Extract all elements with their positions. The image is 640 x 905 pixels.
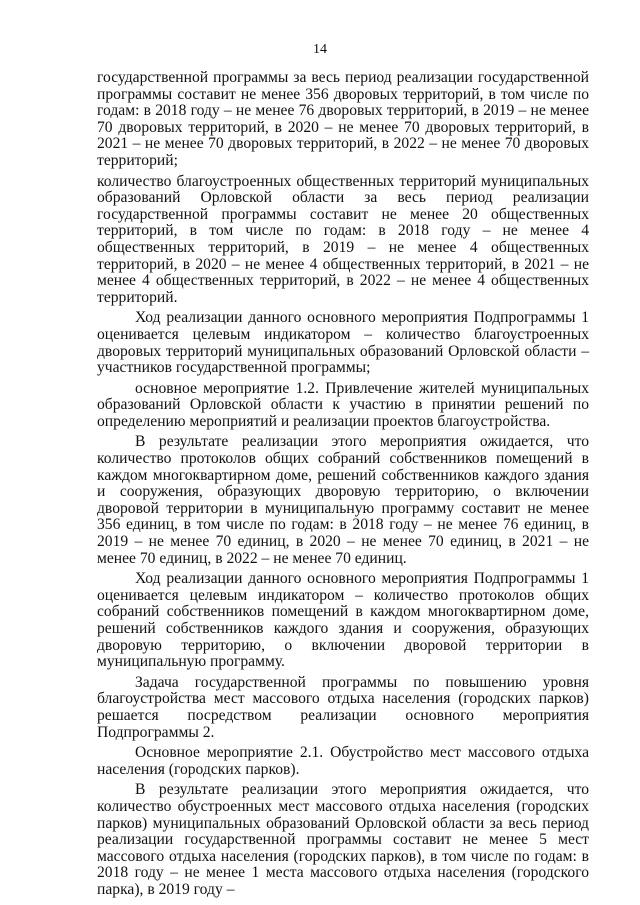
paragraph-7: Задача государственной программы по повышению уровня благоустройства мест массового отдыха населения (городских парков) решается посредством реализации основного мероприятия Подпрограммы 2. xyxy=(97,673,589,741)
paragraph-9: В результате реализации этого мероприятия ожидается, что количество обустроенных мест массового отдыха населения (городских парков) муниципальных образований Орловской области за весь период реализации государственной программы составит не менее 5 мест массового отдыха населения (городских парков), в том числе по годам: в 2018 году – не менее 1 места массового отдыха населения (городского парка), в 2019 году – xyxy=(97,781,589,898)
paragraph-5: В результате реализации этого мероприятия ожидается, что количество протоколов общих собраний собственников помещений в каждом многоквартирном доме, решений собственников каждого здания и сооружения, образующих дворовую территорию, о включении дворовой территории в муниципальную программу составит не менее 356 единиц, в том числе по годам: в 2018 году – не менее 76 единиц, в 2019 – не менее 70 единиц, в 2020 – не менее 70 единиц, в 2021 – не менее 70 единиц, в 2022 – не менее 70 единиц. xyxy=(97,433,589,567)
page-number: 14 xyxy=(313,42,327,57)
paragraph-2: количество благоустроенных общественных территорий муниципальных образований Орловской области за весь период реализации государственной программы составит не менее 20 общественных территорий, в том числе по годам: в 2018 году – не менее 4 общественных территорий, в 2019 – не менее 4 общественных территорий, в 2020 – не менее 4 общественных территорий, в 2021 – не менее 4 общественных территорий, в 2022 – не менее 4 общественных территорий. xyxy=(97,172,589,306)
paragraph-3: Ход реализации данного основного мероприятия Подпрограммы 1 оценивается целевым индикатором – количество благоустроенных дворовых территорий муниципальных образований Орловской области – участников государственной программы; xyxy=(97,309,589,377)
paragraph-8: Основное мероприятие 2.1. Обустройство мест массового отдыха населения (городских парков). xyxy=(97,744,589,778)
paragraph-6: Ход реализации данного основного мероприятия Подпрограммы 1 оценивается целевым индикатором – количество протоколов общих собраний собственников помещений в каждом многоквартирном доме, решений собственников каждого здания и сооружения, образующих дворовую территорию, о включении дворовой территории в муниципальную программу. xyxy=(97,570,589,671)
document-body xyxy=(97,70,589,903)
paragraph-1: государственной программы за весь период реализации государственной программы составит не менее 356 дворовых территорий, в том числе по годам: в 2018 году – не менее 76 дворовых территорий, в 2019 – не менее 70 дворовых территорий, в 2020 – не менее 70 дворовых территорий, в 2021 – не менее 70 дворовых территорий, в 2022 – не менее 70 дворовых территорий; xyxy=(97,69,589,169)
paragraph-4: основное мероприятие 1.2. Привлечение жителей муниципальных образований Орловской области к участию в принятии решений по определению мероприятий и реализации проектов благоустройства. xyxy=(97,379,589,430)
